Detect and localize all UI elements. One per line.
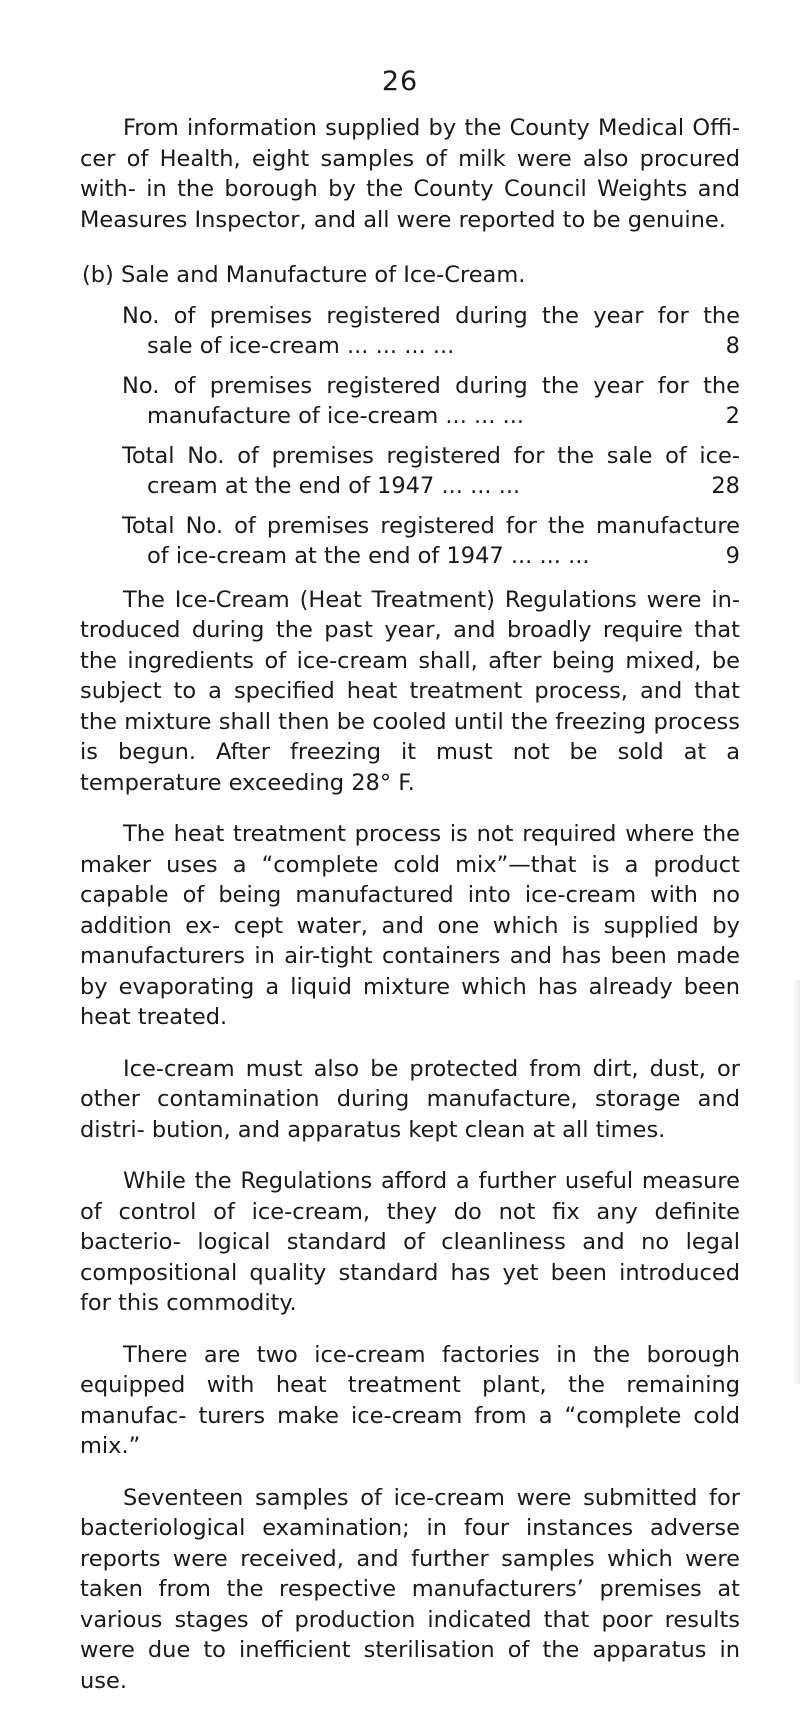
section-heading: (b) Sale and Manufacture of Ice-Cream.: [82, 262, 526, 288]
stat-label-line1: No. of premises registered during the year for the: [122, 372, 740, 399]
premises-statistics: [122, 301, 740, 572]
stat-label-line2: manufacture of ice-cream ... ... ...: [147, 403, 525, 429]
stat-value: 28: [711, 473, 740, 499]
paragraph-contamination: Ice-cream must also be protected from dirt, dust, or other contamination during manufacture, storage and distri- bution, and apparatus kept clean at all times.: [80, 1055, 740, 1143]
stat-value: 8: [725, 333, 740, 359]
paragraph-standards: While the Regulations afford a further useful measure of control of ice-cream, they do not fix any definite bacterio- logical standard of cleanliness and no legal compositional quality standard has yet been introduced for this commodity.: [80, 1168, 740, 1316]
scan-edge-shadow: [792, 980, 800, 1384]
page-content: [80, 113, 740, 1717]
stat-total-registered-manufacture: [122, 511, 740, 572]
stat-label-line1: Total No. of premises registered for the manufacture: [122, 512, 740, 539]
paragraph-heat-treatment-regulations: The Ice-Cream (Heat Treatment) Regulations were in- troduced during the past year, and broadly require that the ingredients of ice-cream shall, after being mixed, be subject to a specified heat treatment process, and that the mixture shall then be cooled until the freezing process is begun. After freezing it must not be sold at a temperature exceeding 28° F.: [80, 586, 740, 796]
stat-label-line2: cream at the end of 1947 ... ... ...: [147, 473, 521, 499]
stat-label-line2: sale of ice-cream ... ... ... ...: [147, 333, 455, 359]
stat-total-registered-sale: [122, 441, 740, 502]
stat-premises-registered-sale: [122, 301, 740, 362]
stat-label-line1: No. of premises registered during the year for the: [122, 302, 740, 329]
paragraph-cold-mix: The heat treatment process is not required where the maker uses a “complete cold mix”—that is a product capable of being manufactured into ice-cream with no addition ex- cept water, and one which is supplied by manufacturers in air-tight containers and has been made by evaporating a liquid mixture which has already been heat treated.: [80, 821, 740, 1030]
stat-label-line1: Total No. of premises registered for the sale of ice-: [122, 442, 740, 469]
stat-value: 2: [725, 403, 740, 429]
intro-paragraph: From information supplied by the County Medical Offi- cer of Health, eight samples of milk were also procured with- in the borough by the County Council Weights and Measures Inspector, and all were reported to be genuine.: [80, 115, 740, 233]
paragraph-factories: There are two ice-cream factories in the borough equipped with heat treatment plant, the remaining manufac- turers make ice-cream from a “complete cold mix.”: [80, 1341, 740, 1459]
paragraph-bacteriological-samples: Seventeen samples of ice-cream were submitted for bacteriological examination; in four instances adverse reports were received, and further samples which were taken from the respective manufacturers’ premises at various stages of production indicated that poor results were due to inefficient sterilisation of the apparatus in use.: [80, 1484, 740, 1694]
page-number: 26: [381, 66, 419, 97]
stat-value: 9: [725, 543, 740, 569]
stat-premises-registered-manufacture: [122, 371, 740, 432]
stat-label-line2: of ice-cream at the end of 1947 ... ... ...: [147, 543, 590, 569]
